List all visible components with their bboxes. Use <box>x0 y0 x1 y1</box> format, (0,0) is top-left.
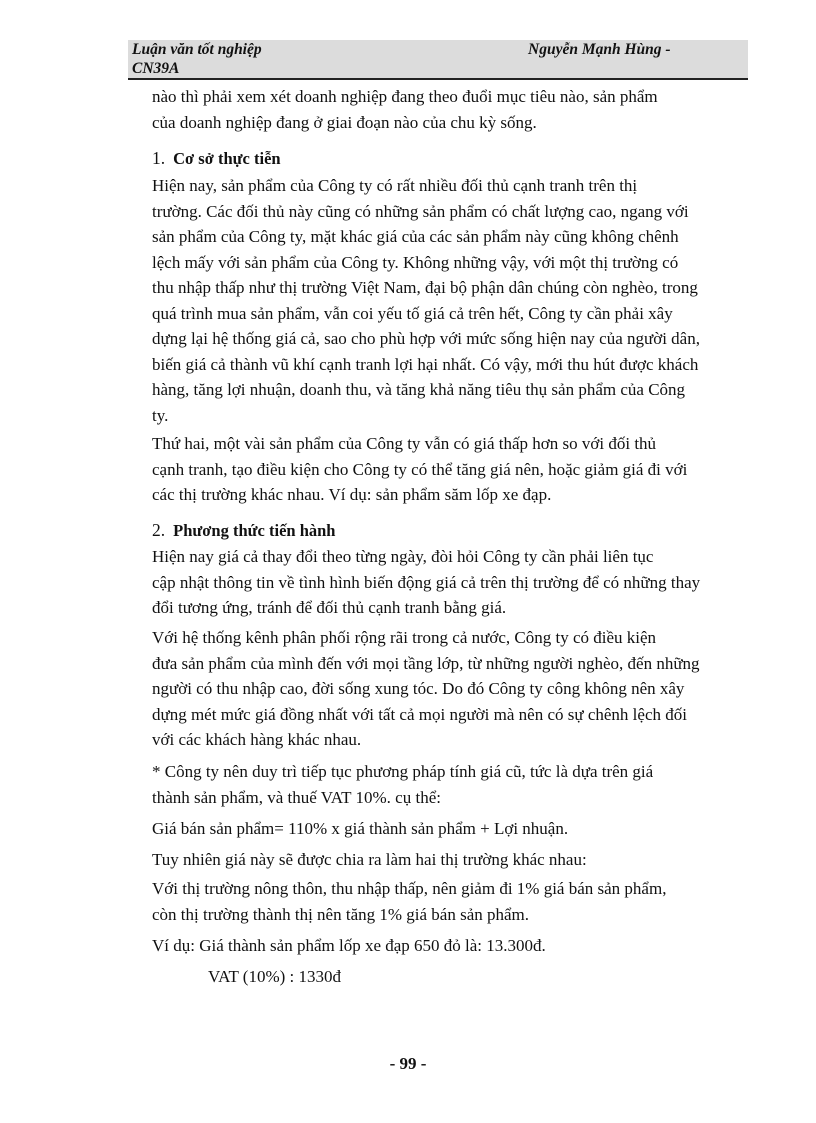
text-line: sản phẩm của Công ty, mặt khác giá của các sản phẩm này cũng không chênh <box>152 227 679 246</box>
text-line: Giá bán sản phẩm= 110% x giá thành sản phẩm + Lợi nhuận. <box>152 819 569 838</box>
paragraph <box>152 933 746 959</box>
page-header <box>128 40 748 78</box>
header-rule <box>128 78 748 80</box>
paragraph <box>208 964 802 990</box>
text-line: của doanh nghiệp đang ở giai đoạn nào của chu kỳ sống. <box>152 112 537 132</box>
text-line: người có thu nhập cao, đời sống xung tóc. Do đó Công ty công không nên xây <box>152 679 685 698</box>
text-line: trường. Các đối thủ này cũng có những sản phẩm có chất lượng cao, ngang với <box>152 201 689 221</box>
text-line: đổi tương ứng, tránh để đối thủ cạnh tranh bằng giá. <box>152 598 507 617</box>
text-line: VAT (10%) : 1330đ <box>208 967 342 986</box>
paragraph <box>152 847 746 873</box>
text-line: cạnh tranh, tạo điều kiện cho Công ty có thể tăng giá nên, hoặc giảm giá đi với <box>152 459 688 479</box>
section-title: Cơ sở thực tiễn <box>173 149 281 168</box>
text-line: nào thì phải xem xét doanh nghiệp đang theo đuổi mục tiêu nào, sản phẩm <box>152 87 658 106</box>
paragraph <box>152 759 746 810</box>
text-line: với các khách hàng khác nhau. <box>152 730 362 749</box>
text-line: Với thị trường nông thôn, thu nhập thấp, nên giảm đi 1% giá bán sản phẩm, <box>152 879 667 898</box>
text-line: Hiện nay, sản phẩm của Công ty có rất nhiều đối thủ cạnh tranh trên thị <box>152 176 638 195</box>
text-line: còn thị trường thành thị nên tăng 1% giá bán sản phẩm. <box>152 904 530 924</box>
paragraph <box>152 431 746 508</box>
text-line: cập nhật thông tin về tình hình biến động giá cả trên thị trường để có những thay <box>152 572 701 592</box>
text-line: dựng mét mức giá đồng nhất với tất cả mọi người mà nên có sự chênh lệch đối <box>152 704 687 724</box>
section-number: 2. <box>152 520 166 540</box>
header-author: Nguyễn Mạnh Hùng - <box>528 41 671 58</box>
text-line: các thị trường khác nhau. Ví dụ: sản phẩm săm lốp xe đạp. <box>152 485 552 504</box>
text-line: Thứ hai, một vài sản phẩm của Công ty vẫn có giá thấp hơn so với đối thủ <box>152 434 657 453</box>
text-line: Tuy nhiên giá này sẽ được chia ra làm hai thị trường khác nhau: <box>152 850 587 869</box>
text-line: * Công ty nên duy trì tiếp tục phương pháp tính giá cũ, tức là dựa trên giá <box>152 762 654 781</box>
text-line: ty. <box>152 405 169 425</box>
text-line: quá trình mua sản phẩm, vẫn coi yếu tố giá cả trên hết, Công ty cần phải xây <box>152 303 673 323</box>
text-line: thành sản phẩm, và thuế VAT 10%. cụ thể: <box>152 787 441 807</box>
formula-line <box>152 816 746 842</box>
section-2-heading <box>152 518 335 544</box>
header-class: CN39A <box>132 60 180 77</box>
text-line: Ví dụ: Giá thành sản phẩm lốp xe đạp 650 đỏ là: 13.300đ. <box>152 936 546 955</box>
section-title: Phương thức tiến hành <box>173 521 336 540</box>
intro-paragraph <box>152 84 746 135</box>
section-number: 1. <box>152 148 166 168</box>
text-line: Với hệ thống kênh phân phối rộng rãi trong cả nước, Công ty có điều kiện <box>152 628 657 647</box>
paragraph <box>152 625 746 753</box>
text-line: hàng, tăng lợi nhuận, doanh thu, và tăng khả năng tiêu thụ sản phẩm của Công <box>152 380 686 399</box>
text-line: thu nhập thấp như thị trường Việt Nam, đại bộ phận dân chúng còn nghèo, trong <box>152 278 698 297</box>
paragraph <box>152 876 746 927</box>
text-line: đưa sản phẩm của mình đến với mọi tầng lớp, từ những người nghèo, đến những <box>152 653 700 673</box>
text-line: dựng lại hệ thống giá cả, sao cho phù hợp với mức sống hiện nay của người dân, <box>152 329 700 348</box>
section-1-heading <box>152 146 281 172</box>
paragraph <box>152 544 746 621</box>
header-thesis-title: Luận văn tốt nghiệp <box>132 41 262 58</box>
text-line: lệch mấy với sản phẩm của Công ty. Không những vậy, với một thị trường có <box>152 252 679 272</box>
page-number: - 99 - <box>389 1054 427 1073</box>
paragraph <box>152 173 746 428</box>
header-left <box>132 40 262 78</box>
text-line: biến giá cả thành vũ khí cạnh tranh lợi hại nhất. Có vậy, mới thu hút được khách <box>152 354 699 374</box>
text-line: Hiện nay giá cả thay đổi theo từng ngày, đòi hỏi Công ty cần phải liên tục <box>152 547 654 566</box>
